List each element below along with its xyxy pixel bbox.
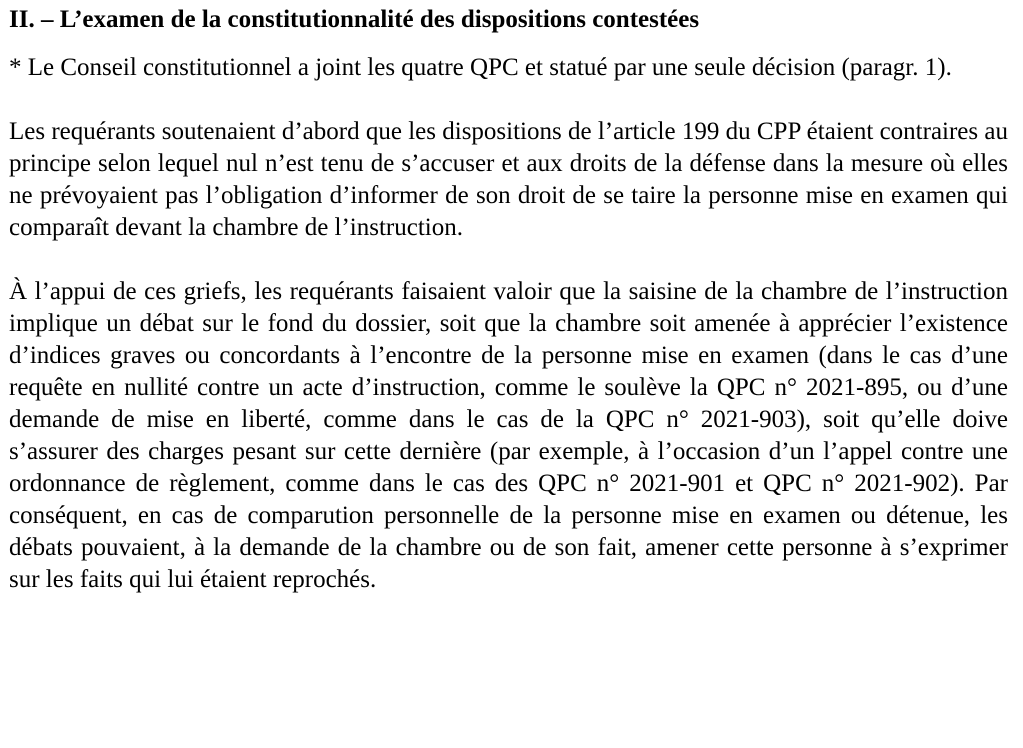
section-heading: II. – L’examen de la constitutionnalité des dispositions contestées <box>9 6 700 33</box>
paragraph-joinder: * Le Conseil constitutionnel a joint les quatre QPC et statué par une seule décision (paragr. 1). <box>9 54 952 81</box>
paragraph-claims: Les requérants soutenaient d’abord que les dispositions de l’article 199 du CPP étaient contraires au principe selon lequel nul n’est tenu de s’accuser et aux droits de la défense dans la mesure où elles ne prévoyaient pas l’obligation d’informer de son droit de se taire la personne mise en examen qui comparaît devant la chambre de l’instruction. <box>9 118 1008 241</box>
paragraph-arguments: À l’appui de ces griefs, les requérants faisaient valoir que la saisine de la chambre de l’instruction implique un débat sur le fond du dossier, soit que la chambre soit amenée à apprécier l’existence d’indices graves ou concordants à l’encontre de la personne mise en examen (dans le cas d’une requête en nullité contre un acte d’instruction, comme le soulève la QPC n° 2021-895, ou d’une demande de mise en liberté, comme dans le cas de la QPC n° 2021-903), soit qu’elle doive s’assurer des charges pesant sur cette dernière (par exemple, à l’occasion d’un l’appel contre une ordonnance de règlement, comme dans le cas des QPC n° 2021-901 et QPC n° 2021-902). Par conséquent, en cas de comparution personnelle de la personne mise en examen ou détenue, les débats pouvaient, à la demande de la chambre ou de son fait, amener cette personne à s’exprimer sur les faits qui lui étaient reprochés. <box>9 278 1008 593</box>
